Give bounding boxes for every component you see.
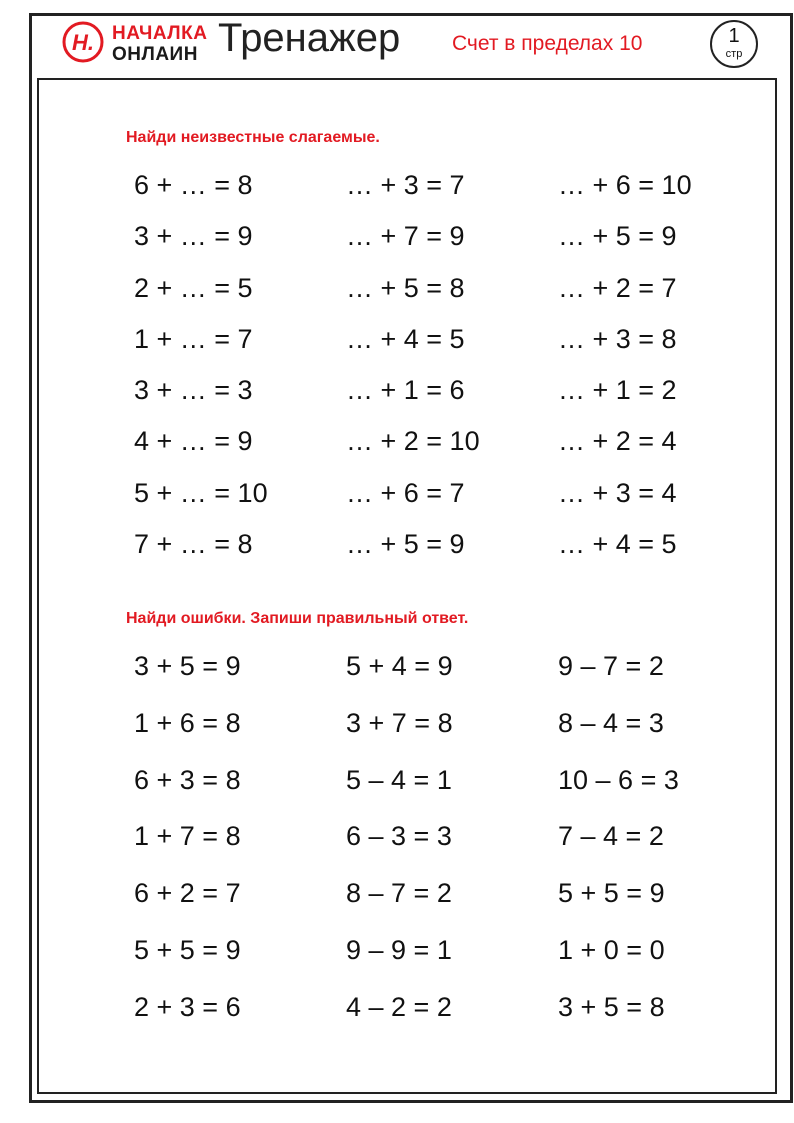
equation: … + 6 = 7 (346, 477, 465, 508)
logo-text-line1: НАЧАЛКА (112, 23, 208, 44)
equation: 3 + … = 3 (134, 375, 253, 406)
equation: 7 – 4 = 2 (558, 821, 664, 852)
page-subtitle: Счет в пределах 10 (452, 32, 643, 55)
equation: 5 + 5 = 9 (134, 934, 241, 965)
equation: 1 + 0 = 0 (558, 934, 665, 965)
equation: 8 – 4 = 3 (558, 707, 664, 738)
page-label: стр (725, 48, 743, 60)
equation: 6 + … = 8 (134, 170, 253, 200)
equation: 3 + 5 = 8 (558, 991, 665, 1022)
section2-equations (134, 653, 770, 1051)
equation: 3 + 5 = 9 (134, 651, 241, 681)
equation: … + 1 = 2 (558, 375, 677, 406)
equation: … + 2 = 10 (346, 426, 480, 457)
equation: 4 – 2 = 2 (346, 991, 452, 1022)
equation: 1 + … = 7 (134, 323, 253, 354)
equation: … + 5 = 9 (558, 221, 677, 252)
equation: 9 – 9 = 1 (346, 934, 452, 965)
equation: 7 + … = 8 (134, 529, 253, 560)
equation: … + 2 = 4 (558, 426, 677, 457)
equation: 6 + 2 = 7 (134, 878, 241, 909)
logo-text-line2: ОНЛАИН (112, 44, 198, 65)
logo-icon (62, 21, 104, 63)
equation: … + 3 = 4 (558, 477, 677, 508)
equation: … + 4 = 5 (558, 529, 677, 560)
logo-mark: Н. (72, 30, 94, 55)
equation: 1 + 7 = 8 (134, 821, 241, 852)
equation: 1 + 6 = 8 (134, 707, 241, 738)
page-number: 1 (728, 25, 740, 47)
equation: … + 1 = 6 (346, 375, 465, 406)
equation: … + 4 = 5 (346, 323, 465, 354)
equation: 5 + 4 = 9 (346, 651, 453, 681)
equation: 5 + 5 = 9 (558, 878, 665, 909)
equation: … + 6 = 10 (558, 170, 692, 200)
page-title: Тренажер (218, 16, 401, 60)
header (0, 0, 794, 78)
section1-equations (134, 172, 770, 582)
equation: … + 5 = 8 (346, 272, 465, 303)
equation: 5 + … = 10 (134, 477, 268, 508)
equation: 2 + … = 5 (134, 272, 253, 303)
equation: … + 3 = 7 (346, 170, 465, 200)
equation: 9 – 7 = 2 (558, 651, 664, 681)
equation: 8 – 7 = 2 (346, 878, 452, 909)
page-number-badge (710, 20, 758, 68)
equation: … + 7 = 9 (346, 221, 465, 252)
equation: 2 + 3 = 6 (134, 991, 241, 1022)
equation: 6 + 3 = 8 (134, 764, 241, 795)
equation: 10 – 6 = 3 (558, 764, 679, 795)
equation: 5 – 4 = 1 (346, 764, 452, 795)
equation: … + 2 = 7 (558, 272, 677, 303)
equation: … + 3 = 8 (558, 323, 677, 354)
equation: 3 + 7 = 8 (346, 707, 453, 738)
equation: 6 – 3 = 3 (346, 821, 452, 852)
equation: 4 + … = 9 (134, 426, 253, 457)
section2-title: Найди ошибки. Запиши правильный ответ. (126, 610, 469, 627)
equation: … + 5 = 9 (346, 529, 465, 560)
section1-title: Найди неизвестные слагаемые. (126, 129, 380, 146)
equation: 3 + … = 9 (134, 221, 253, 252)
